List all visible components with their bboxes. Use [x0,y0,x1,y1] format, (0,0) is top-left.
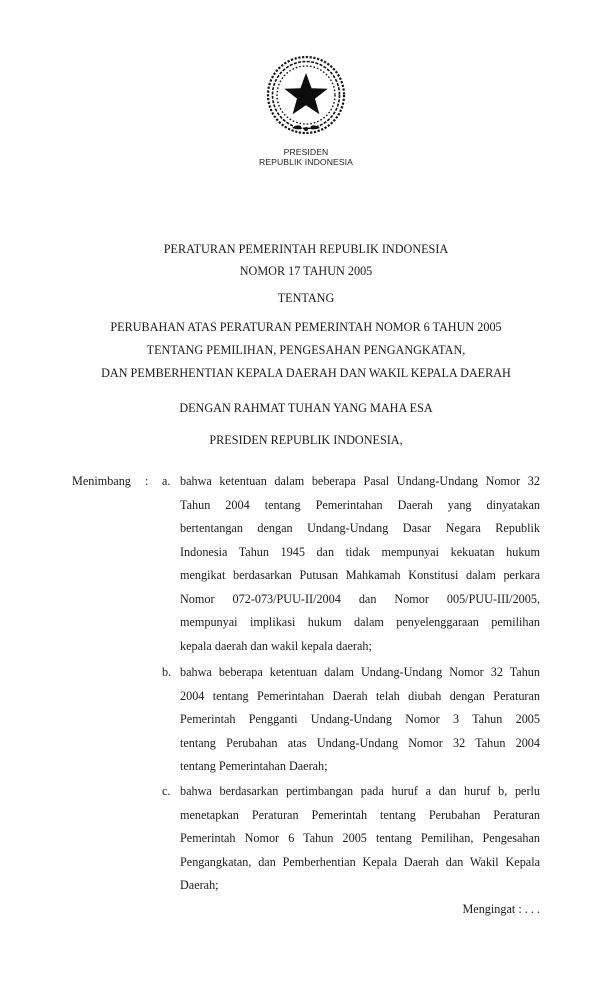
subject-line-1: PERUBAHAN ATAS PERATURAN PEMERINTAH NOMOR 6 TAHUN 2005 [110,320,502,334]
item-line: Indonesia Tahun 1945 dan tidak mempunyai kekuatan hukum [180,544,540,559]
enacting-authority: PRESIDEN REPUBLIK INDONESIA, [209,433,403,447]
item-line: Daerah; [180,878,219,892]
issuer-title: PRESIDEN [283,147,329,157]
item-line: tentang Perubahan atas Undang-Undang Nomor 32 Tahun 2004 [180,735,540,750]
continuation-marker: Mengingat : . . . [462,902,540,916]
item-letter: b. [162,665,172,679]
item-body [180,474,540,662]
about-heading: TENTANG [277,291,335,305]
presidential-emblem-icon [264,53,348,137]
item-line: Pengangkatan, dan Pemberhentian Kepala Daerah dan Wakil Kepala [180,854,540,869]
regulation-number: NOMOR 17 TAHUN 2005 [239,264,373,278]
subject-line-2: TENTANG PEMILIHAN, PENGESAHAN PENGANGKATAN, [146,343,466,357]
regulation-title: PERATURAN PEMERINTAH REPUBLIK INDONESIA [163,242,449,256]
item-line: bahwa beberapa ketentuan dalam Undang-Undang Nomor 32 Tahun [180,665,540,679]
item-line: Pemerintah Pengganti Undang-Undang Nomor 3 Tahun 2005 [180,712,540,726]
item-line: tentang Pemerintahan Daerah; [180,759,328,773]
considering-label: Menimbang [72,474,131,488]
item-line: bahwa ketentuan dalam beberapa Pasal Undang-Undang Nomor 32 [180,474,540,488]
invocation: DENGAN RAHMAT TUHAN YANG MAHA ESA [179,401,433,415]
item-line: bahwa berdasarkan pertimbangan pada huruf a dan huruf b, perlu [180,784,540,798]
item-line: bertentangan dengan Undang-Undang Dasar Negara Republik [180,521,540,535]
item-line: mempunyai implikasi hukum dalam penyelenggaraan pemilihan [180,615,540,629]
item-line: Nomor 072-073/PUU-II/2004 dan Nomor 005/PUU-III/2005, [180,591,540,606]
item-letter: c. [162,784,171,798]
subject-line-3: DAN PEMBERHENTIAN KEPALA DAERAH DAN WAKIL KEPALA DAERAH [101,366,511,380]
item-line: 2004 tentang Pemerintahan Daerah telah diubah dengan Peraturan [180,688,540,703]
item-line: menetapkan Peraturan Pemerintah tentang Perubahan Peraturan [180,807,540,822]
item-line: kepala daerah dan wakil kepala daerah; [180,638,372,653]
item-line: Pemerintah Nomor 6 Tahun 2005 tentang Pemilihan, Pengesahan [180,831,540,845]
item-line: mengikat berdasarkan Putusan Mahkamah Konstitusi dalam perkara [180,568,540,582]
item-body [180,784,540,902]
item-body [180,665,540,783]
considering-colon: : [145,474,149,488]
issuer-country: REPUBLIK INDONESIA [259,157,353,167]
item-letter: a. [162,474,171,488]
item-line: Tahun 2004 tentang Pemerintahan Daerah yang dinyatakan [180,497,540,512]
